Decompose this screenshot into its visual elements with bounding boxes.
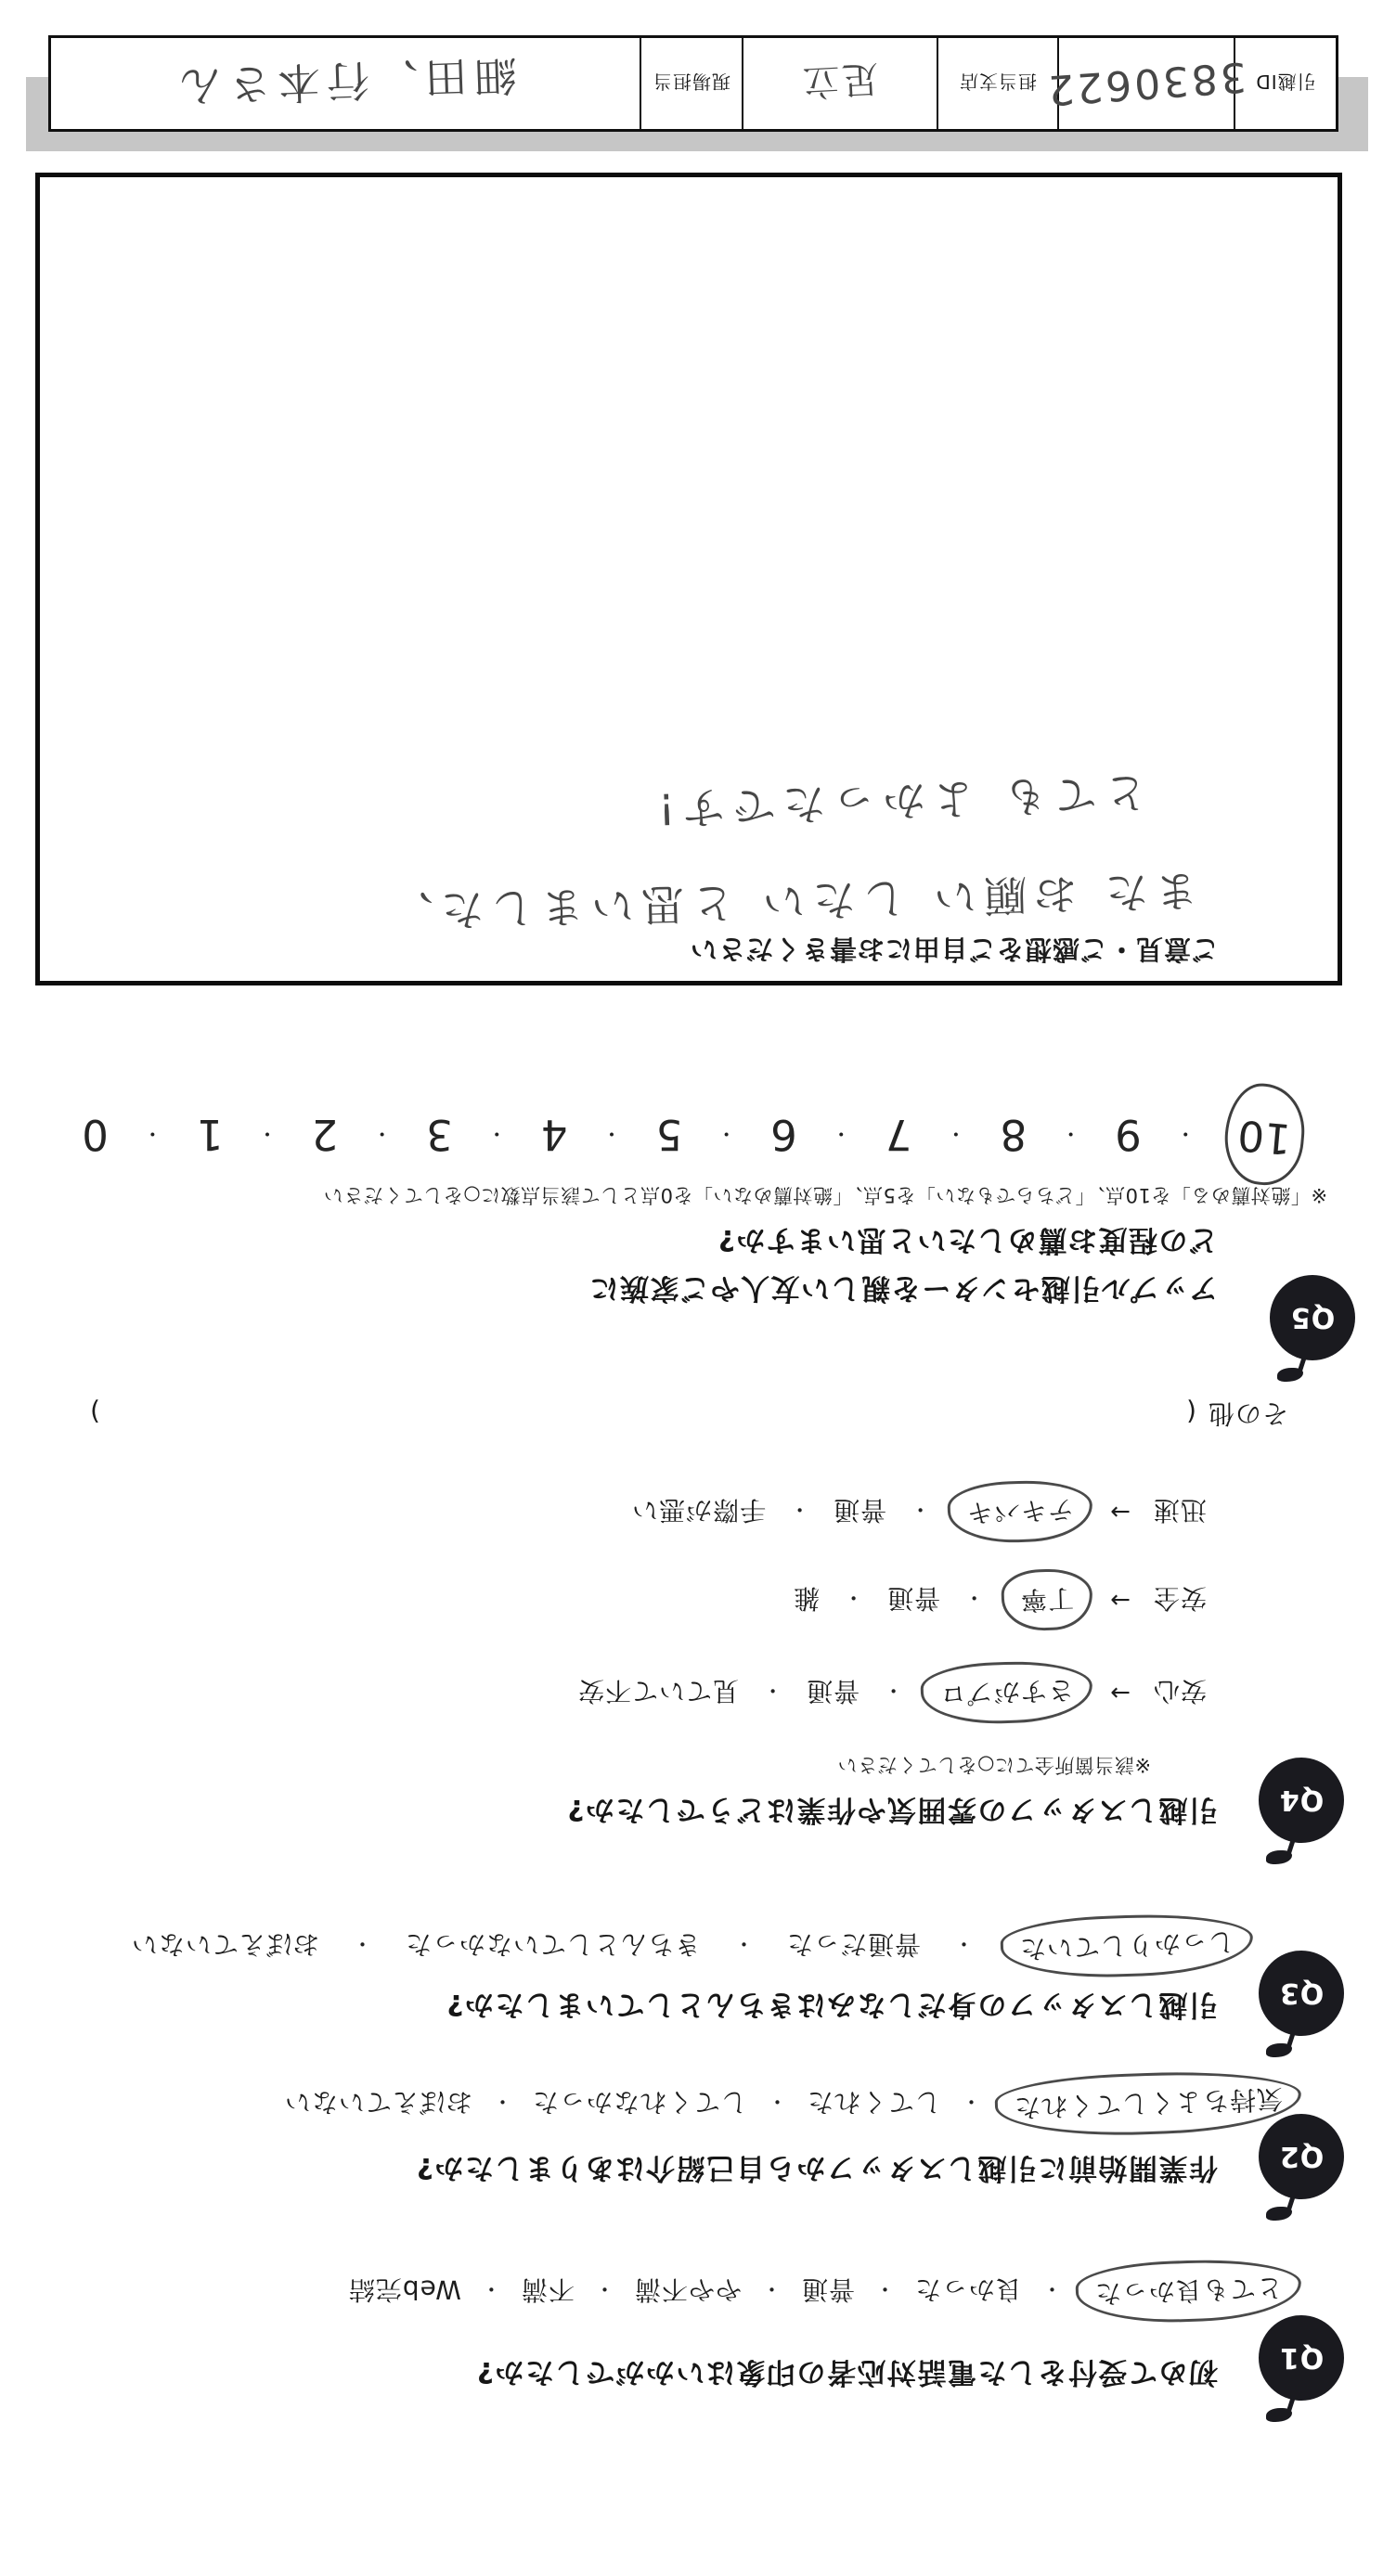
scale-separator: ・	[601, 1121, 622, 1144]
q1-question: 初めて受付をした電話対応者の印象はいかがでしたか?	[475, 2355, 1218, 2389]
scale-separator: ・	[945, 1121, 966, 1144]
handwritten-circle-q3	[1000, 1911, 1254, 1980]
q2-option-3: おぼえていない	[283, 2087, 472, 2118]
q3-option-0: しっかりしていた	[1018, 1926, 1235, 1965]
scale-10: 10	[1235, 1110, 1293, 1165]
q2-option-1: してくれた	[806, 2087, 941, 2118]
q4-row-1-label: 安全	[1152, 1583, 1207, 1614]
q2-option-0: 気持ちよくしてくれた	[1013, 2082, 1284, 2124]
scale-separator: ・	[486, 1121, 508, 1144]
q1-options	[348, 2272, 1296, 2311]
q3-badge	[1259, 1951, 1344, 2036]
q4-row-anshin	[577, 1673, 1207, 1712]
scale-separator: ・	[1175, 1121, 1196, 1144]
site-staff-label: 現場担当	[640, 38, 742, 129]
handwritten-comment-line2: とても よかったです!	[650, 766, 1148, 835]
q1-badge	[1259, 2315, 1344, 2401]
branch-value	[742, 38, 937, 129]
right-arrow: →	[1109, 1498, 1131, 1526]
job-info-table	[48, 35, 1338, 132]
scale-separator: ・	[142, 1121, 163, 1144]
q4-badge	[1259, 1758, 1344, 1843]
q3-option-2: きちんとしていなかった	[404, 1929, 701, 1960]
q4-row-0-option-1: 普通	[806, 1676, 860, 1707]
q4-other-label: その他	[1207, 1398, 1288, 1429]
move-id-label: 引越ID	[1234, 38, 1336, 129]
q1-option-4: 不満	[520, 2274, 575, 2305]
q2-options	[284, 2084, 1296, 2123]
q4-row-0-option-0: さすがプロ	[938, 1674, 1075, 1710]
q4-row-0-label: 安心	[1152, 1676, 1207, 1707]
q3-badge-label: Q3	[1278, 1977, 1325, 2010]
q2-badge-label: Q2	[1278, 2140, 1325, 2173]
option-separator: ・	[959, 2089, 982, 2114]
q4-row-jinsoku	[631, 1492, 1207, 1531]
option-separator: ・	[731, 1931, 755, 1956]
q1-option-5: Web完結	[347, 2274, 461, 2305]
q5-badge-label: Q5	[1289, 1301, 1336, 1334]
move-id-value	[1044, 38, 1248, 129]
q1-badge-label: Q1	[1278, 2341, 1325, 2375]
scale-9: 9	[1115, 1110, 1142, 1159]
option-separator: ・	[963, 1585, 986, 1610]
q4-row-1-option-2: 雑	[793, 1583, 821, 1614]
option-separator: ・	[882, 1678, 905, 1703]
handwritten-circle-q4-anshin	[920, 1659, 1093, 1726]
scale-2: 2	[311, 1110, 339, 1159]
option-separator: ・	[490, 2089, 513, 2114]
option-separator: ・	[872, 2276, 896, 2301]
scale-1: 1	[196, 1110, 224, 1159]
site-staff-value	[51, 38, 640, 129]
scale-7: 7	[885, 1110, 912, 1159]
option-separator: ・	[350, 1931, 373, 1956]
scale-6: 6	[770, 1110, 797, 1159]
q4-badge-label: Q4	[1278, 1784, 1325, 1817]
q2-badge	[1259, 2114, 1344, 2199]
q3-option-3: おぼえていない	[130, 1929, 319, 1960]
option-separator: ・	[479, 2276, 502, 2301]
q1-option-3: やや不満	[633, 2274, 742, 2305]
scale-separator: ・	[371, 1121, 393, 1144]
right-arrow: →	[1109, 1679, 1131, 1707]
scale-separator: ・	[256, 1121, 278, 1144]
scale-8: 8	[1000, 1110, 1028, 1159]
option-separator: ・	[951, 1931, 975, 1956]
handwritten-circle-q1	[1075, 2257, 1302, 2325]
handwritten-circle-q4-jinsoku	[947, 1478, 1093, 1544]
scale-4: 4	[540, 1110, 568, 1159]
q4-row-2-option-2: 手際が悪い	[631, 1495, 767, 1526]
option-separator: ・	[765, 2089, 788, 2114]
q4-row-0-option-2: 見ていて不安	[577, 1676, 740, 1707]
q3-question: 引越しスタッフの身だしなみはきちんとしていましたか?	[446, 1988, 1218, 2021]
q4-row-1-option-0: 丁寧	[1019, 1582, 1075, 1616]
branch-label: 担当支店	[937, 38, 1057, 129]
q4-row-anzen	[793, 1580, 1207, 1619]
q4-question: 引越しスタッフの雰囲気や作業はどうでしたか?	[566, 1793, 1218, 1826]
q4-row-2-option-1: 普通	[833, 1495, 887, 1526]
q2-question: 作業開始前に引越しスタッフから自己紹介はありましたか?	[415, 2151, 1218, 2184]
handwritten-staff-names: 細田、行本さん	[172, 49, 519, 112]
close-paren: )	[89, 1397, 100, 1427]
scale-0: 0	[82, 1110, 109, 1159]
q4-row-2-option-0: テキパキ	[965, 1493, 1075, 1529]
option-separator: ・	[761, 1678, 784, 1703]
scale-5: 5	[655, 1110, 683, 1159]
option-separator: ・	[592, 2276, 615, 2301]
option-separator: ・	[759, 2276, 782, 2301]
scale-separator: ・	[831, 1121, 852, 1144]
q4-row-2-label: 迅速	[1152, 1495, 1207, 1526]
scale-3: 3	[426, 1110, 453, 1159]
open-paren: (	[1185, 1397, 1196, 1427]
q3-options	[131, 1926, 1247, 1965]
q3-option-1: 普通だった	[785, 1929, 921, 1960]
handwritten-circle-score-10	[1221, 1080, 1308, 1188]
q4-row-1-option-1: 普通	[886, 1583, 941, 1614]
handwritten-circle-q2	[994, 2067, 1302, 2139]
comment-box	[35, 173, 1342, 985]
q2-option-2: してくれなかった	[531, 2087, 747, 2118]
q5-question-line2: どの程度お薦めしたいと思いますか?	[717, 1223, 1218, 1256]
q4-note: ※該当箇所全てに○をしてください	[837, 1754, 1151, 1776]
handwritten-move-id: 3830622	[1044, 52, 1248, 115]
handwritten-circle-q4-anzen	[1001, 1567, 1093, 1631]
q1-option-2: 普通	[800, 2274, 855, 2305]
q5-note: ※「絶対薦める」を10点、「どちらでもない」を5点、「絶対薦めない」を0点として該当点数に○をしてください	[323, 1184, 1327, 1206]
handwritten-comment-line1: また お願い したい と思いました、	[382, 865, 1199, 937]
option-separator: ・	[909, 1497, 932, 1522]
q1-option-0: とても良かった	[1093, 2272, 1284, 2310]
scale-separator: ・	[1060, 1121, 1081, 1144]
option-separator: ・	[1040, 2276, 1063, 2301]
q5-nps-scale	[82, 1107, 1299, 1165]
q5-question-line1: アップル引越センターを親しい友人やご家族に	[588, 1271, 1218, 1305]
q5-badge	[1270, 1275, 1355, 1360]
scale-separator: ・	[716, 1121, 737, 1144]
q1-option-1: 良かった	[913, 2274, 1022, 2305]
right-arrow: →	[1109, 1586, 1131, 1614]
comment-box-label: ご意見・ご感想をご自由にお書きください	[689, 934, 1219, 965]
handwritten-branch: 足立	[799, 57, 880, 104]
option-separator: ・	[842, 1585, 865, 1610]
option-separator: ・	[788, 1497, 811, 1522]
q4-other-row	[89, 1397, 1288, 1434]
